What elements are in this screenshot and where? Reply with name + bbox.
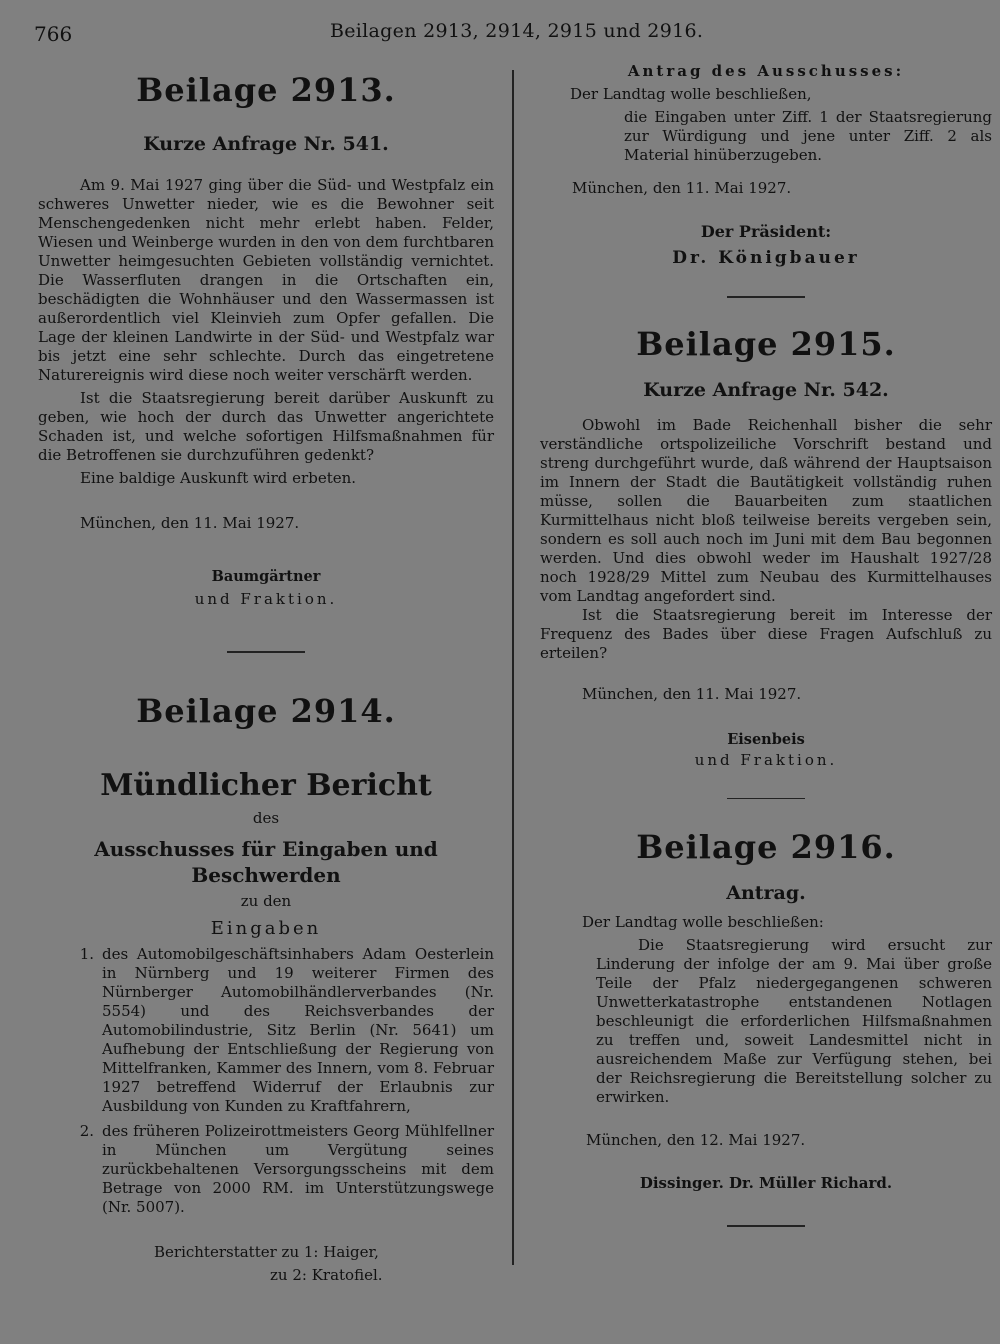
list-item	[38, 945, 494, 1116]
beilage-2915-signer-faction: und Fraktion.	[694, 750, 838, 769]
beilage-2915-date: München, den 11. Mai 1927.	[582, 684, 802, 703]
beilage-2916-title: Beilage 2916.	[636, 828, 896, 866]
beilage-2916-intro: Der Landtag wolle beschließen:	[582, 913, 824, 931]
page-number: 766	[34, 22, 73, 46]
beilage-2914-report-title: Mündlicher Bericht	[100, 767, 432, 803]
beilage-2916-signers: Dissinger. Dr. Müller Richard.	[639, 1174, 893, 1192]
antrag-ausschuss-heading: Antrag des Ausschusses:	[627, 62, 905, 80]
eingaben-list	[38, 945, 494, 1217]
beilage-2913-date: München, den 11. Mai 1927.	[80, 514, 300, 532]
beilage-2915-subtitle: Kurze Anfrage Nr. 542.	[643, 378, 889, 401]
beilage-2914-zu-den: zu den	[240, 891, 292, 910]
list-item-number: 2.	[79, 1121, 94, 1140]
reporter-line-1: Berichterstatter zu 1: Haiger,	[154, 1242, 379, 1261]
beilage-2914-date: München, den 11. Mai 1927.	[572, 179, 792, 197]
beilage-2914-committee: Ausschusses für Eingaben und Beschwerden	[94, 836, 438, 887]
beilage-2914-des: des	[252, 808, 280, 827]
beilage-2913-paragraph-3: Eine baldige Auskunft wird erbeten.	[80, 469, 357, 487]
left-column	[38, 62, 494, 1285]
list-item-text: des früheren Polizeirottmeisters Georg Mühlfellner in München um Vergütung seines zurückbehaltenen Versorgungsscheins mit dem Betrage von 2000 RM. im Unterstützungswege (Nr. 5007).	[102, 1121, 494, 1216]
beilage-2913-title: Beilage 2913.	[136, 71, 396, 109]
beilage-2915-paragraph-1: Obwohl im Bade Reichenhall bisher die sehr verständliche ortspolizeiliche Vorschrift bestand und streng durchgeführt wurde, daß während der Hauptsaison im Innern der Stadt die Bautätigkeit vollständig ruhen müsse, sollen die Bauarbeiten zum staatlichen Kurmittelhaus nicht bloß teilweise bereits vergeben sein, sondern es soll auch noch im Juni mit dem Bau begonnen werden. Und dies obwohl weder im Haushalt 1927/28 noch 1928/29 Mittel zum Neubau des Kurmittelhauses vom Landtag angefordert sind.	[540, 415, 992, 605]
section-rule	[727, 1225, 805, 1227]
running-head: Beilagen 2913, 2914, 2915 und 2916.	[330, 20, 704, 42]
beilage-2916-subtitle: Antrag.	[726, 882, 806, 904]
right-column	[540, 62, 992, 1227]
president-label: Der Präsident:	[700, 222, 832, 241]
column-divider	[512, 70, 514, 1265]
reporter-line-2: zu 2: Kratofiel.	[270, 1265, 383, 1284]
list-item-number: 1.	[79, 944, 94, 963]
beilage-2913-signer: Baumgärtner	[211, 568, 321, 585]
beilage-2914-eingaben: Eingaben	[210, 917, 322, 939]
beilage-2913-subtitle: Kurze Anfrage Nr. 541.	[143, 133, 389, 155]
beilage-2913-signer-faction: und Fraktion.	[194, 590, 338, 608]
president-name: Dr. Königbauer	[672, 248, 860, 268]
beilage-2914-title: Beilage 2914.	[136, 691, 396, 730]
beilage-2915-title: Beilage 2915.	[636, 324, 896, 363]
beilage-2916-date: München, den 12. Mai 1927.	[586, 1131, 806, 1149]
antrag-ausschuss-intro: Der Landtag wolle beschließen,	[570, 85, 812, 103]
beilage-2913-paragraph-1: Am 9. Mai 1927 ging über die Süd- und Westpfalz ein schweres Unwetter nieder, wie es die Bewohner seit Menschengedenken nicht mehr erlebt haben. Felder, Wiesen und Weinberge wurden in den von dem furchtbaren Unwetter heimgesuchten Gebieten vollständig vernichtet. Die Wasserfluten drangen in die Ortschaften ein, beschädigten die Wohnhäuser und den Wassermassen ist außerordentlich viel Kleinvieh zum Opfer gefallen. Die Lage der kleinen Landwirte in der Süd- und Westpfalz war bis jetzt eine sehr schlechte. Durch das eingetretene Naturereignis wird diese noch weiter verschärft werden.	[38, 176, 494, 384]
beilage-2915-signer: Eisenbeis	[727, 730, 805, 748]
beilage-2916-text: Die Staatsregierung wird ersucht zur Linderung der infolge der am 9. Mai über große Teile der Pfalz niedergegangenen schweren Unwetterkatastrophe entstandenen Notlagen beschleunigt die erforderlichen Hilfsmaßnahmen zu treffen und, soweit Landesmittel nicht in ausreichendem Maße zur Verfügung stehen, bei der Reichsregierung die Bereitstellung solcher zu erwirken.	[596, 936, 992, 1106]
list-item-text: des Automobilgeschäftsinhabers Adam Oesterlein in Nürnberg und 19 weiterer Firmen des Nürnberger Automobilhändlerverbandes (Nr. 5554) und des Reichsverbandes der Automobilindustrie, Sitz Berlin (Nr. 5641) um Aufhebung der Entschließung der Regierung von Mittelfranken, Kammer des Innern, vom 8. Februar 1927 betreffend Widerruf der Erlaubnis zur Ausbildung von Kunden zu Kraftfahrern,	[102, 944, 494, 1115]
antrag-ausschuss-text: die Eingaben unter Ziff. 1 der Staatsregierung zur Würdigung und jene unter Ziff. 2 als Material hinüberzugeben.	[624, 108, 992, 164]
list-item	[38, 1122, 494, 1217]
beilage-2913-paragraph-2: Ist die Staatsregierung bereit darüber Auskunft zu geben, wie hoch der durch das Unwetter angerichtete Schaden ist, und welche sofortigen Hilfsmaßnahmen für die Betroffenen sie durchzuführen gedenkt?	[38, 389, 494, 464]
beilage-2915-paragraph-2: Ist die Staatsregierung bereit im Interesse der Frequenz des Bades über diese Fragen Aufschluß zu erteilen?	[540, 605, 992, 662]
